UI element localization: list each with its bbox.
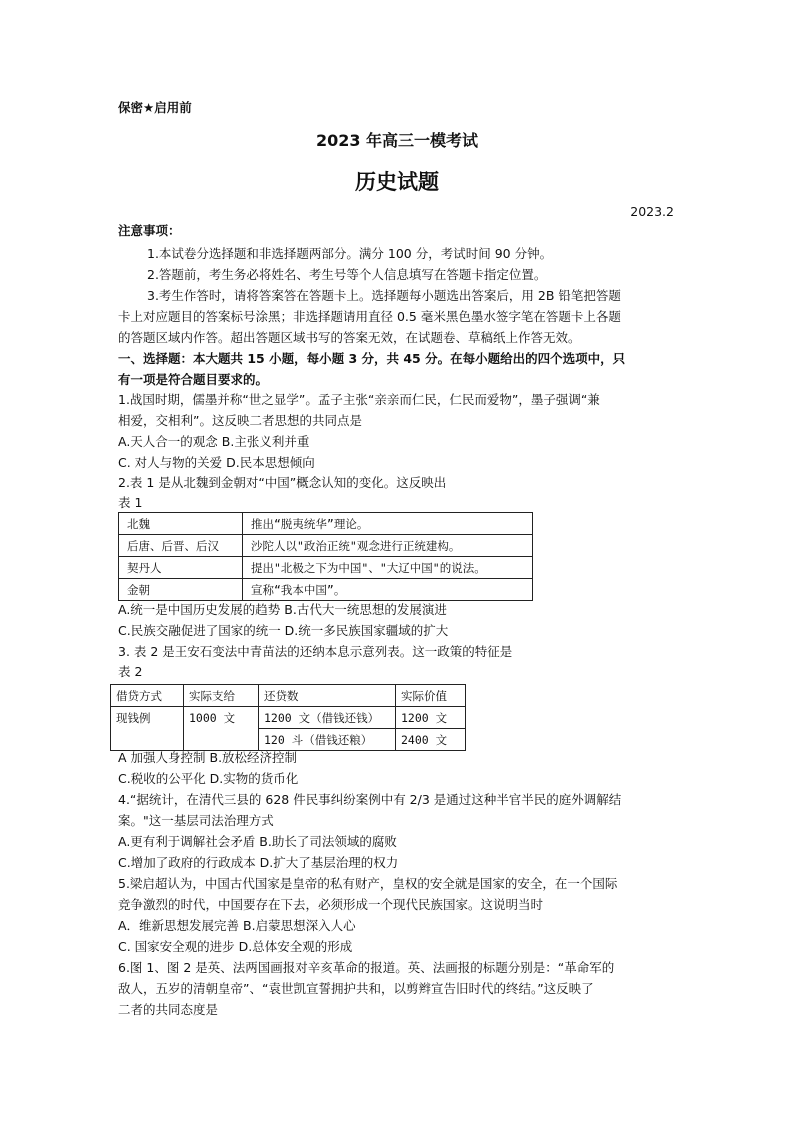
exam-title: 2023 年高三一模考试 xyxy=(315,131,479,150)
table1-label: 表 1 xyxy=(118,495,143,510)
q5-options: C. 国家安全观的进步 D.总体安全观的形成 xyxy=(118,939,353,954)
table-cell: 沙陀人以"政治正统"观念进行正统建构。 xyxy=(243,535,533,557)
q2-stem: 2.表 1 是从北魏到金朝对“中国”概念认知的变化。这反映出 xyxy=(118,475,447,490)
q5-stem: 5.梁启超认为，中国古代国家是皇帝的私有财产，皇权的安全就是国家的安全，在一个国际 xyxy=(118,876,618,891)
notice-item: 3.考生作答时，请将答案答在答题卡上。选择题每小题选出答案后，用 2B 铅笔把答题 xyxy=(147,288,621,303)
table2-label: 表 2 xyxy=(118,664,143,679)
notice-item: 1.本试卷分选择题和非选择题两部分。满分 100 分，考试时间 90 分钟。 xyxy=(147,246,553,261)
table-header-cell: 实际价值 xyxy=(396,685,466,707)
table-cell: 金朝 xyxy=(119,579,243,601)
q6-stem: 6.图 1、图 2 是英、法两国画报对辛亥革命的报道。英、法画报的标题分别是：“革命军的 xyxy=(118,960,615,975)
q4-stem: 4.“据统计，在清代三县的 628 件民事纠纷案例中有 2/3 是通过这种半官半民的庭外调解结 xyxy=(118,792,622,807)
q3-stem: 3. 表 2 是王安石变法中青苗法的还纳本息示意列表。这一政策的特征是 xyxy=(118,644,513,659)
table-cell: 1000 文 xyxy=(184,707,259,751)
table-header-cell: 还贷数 xyxy=(259,685,396,707)
notice-item: 的答题区域内作答。超出答题区域书写的答案无效，在试题卷、草稿纸上作答无效。 xyxy=(118,330,581,345)
table-cell: 1200 文（借钱还钱） xyxy=(259,707,396,729)
table-header-cell: 借贷方式 xyxy=(111,685,184,707)
q1-options: C. 对人与物的关爱 D.民本思想倾向 xyxy=(118,455,315,470)
table-cell: 宣称“我本中国”。 xyxy=(243,579,533,601)
confidential-label: 保密★启用前 xyxy=(118,100,192,115)
q2-options: C.民族交融促进了国家的统一 D.统一多民族国家疆域的扩大 xyxy=(118,623,449,638)
q1-stem: 1.战国时期，儒墨并称“世之显学”。孟子主张“亲亲而仁民，仁民而爱物”，墨子强调“兼 xyxy=(118,392,600,407)
notice-item: 卡上对应题目的答案标号涂黑；非选择题请用直径 0.5 毫米黑色墨水签字笔在答题卡上各题 xyxy=(118,309,621,324)
table-2 xyxy=(110,684,466,751)
q2-options: A.统一是中国历史发展的趋势 B.古代大一统思想的发展演进 xyxy=(118,602,447,617)
subject-title: 历史试题 xyxy=(355,170,439,194)
table-row xyxy=(119,535,533,557)
q6-stem-cont: 敌人，五岁的清朝皇帝”、“袁世凯宣誓拥护共和，以剪辫宣告旧时代的终结。”这反映了 xyxy=(118,981,594,996)
q6-stem-cont: 二者的共同态度是 xyxy=(118,1002,219,1017)
table-cell: 提出"北极之下为中国"、"大辽中国"的说法。 xyxy=(243,557,533,579)
section-heading: 一、选择题：本大题共 15 小题，每小题 3 分，共 45 分。在每小题给出的四个选项中，只 xyxy=(118,351,626,366)
q4-options: A.更有利于调解社会矛盾 B.助长了司法领域的腐败 xyxy=(118,834,397,849)
q1-options: A.天人合一的观念 B.主张义利并重 xyxy=(118,434,310,449)
table-row xyxy=(119,513,533,535)
table-cell: 契丹人 xyxy=(119,557,243,579)
table-cell: 现钱例 xyxy=(111,707,184,751)
q3-options: C.税收的公平化 D.实物的货币化 xyxy=(118,771,299,786)
table-cell: 120 斗（借钱还粮） xyxy=(259,729,396,751)
table-cell: 后唐、后晋、后汉 xyxy=(119,535,243,557)
notice-item: 2.答题前，考生务必将姓名、考生号等个人信息填写在答题卡指定位置。 xyxy=(147,267,547,282)
table-row xyxy=(111,707,466,729)
q1-stem-cont: 相爱，交相利”。这反映二者思想的共同点是 xyxy=(118,413,362,428)
notice-heading: 注意事项： xyxy=(118,223,181,238)
table-cell: 1200 文 xyxy=(396,707,466,729)
table-row xyxy=(119,557,533,579)
q4-stem-cont: 案。"这一基层司法治理方式 xyxy=(118,813,274,828)
q5-stem-cont: 竞争激烈的时代，中国要存在下去，必须形成一个现代民族国家。这说明当时 xyxy=(118,897,544,912)
table-cell: 2400 文 xyxy=(396,729,466,751)
table-header-cell: 实际支给 xyxy=(184,685,259,707)
table-row xyxy=(111,685,466,707)
table-cell: 北魏 xyxy=(119,513,243,535)
section-heading-cont: 有一项是符合题目要求的。 xyxy=(118,372,269,387)
exam-date: 2023.2 xyxy=(630,204,674,219)
q5-options: A．维新思想发展完善 B.启蒙思想深入人心 xyxy=(118,918,356,933)
table-1 xyxy=(118,512,533,601)
table-row xyxy=(119,579,533,601)
q4-options: C.增加了政府的行政成本 D.扩大了基层治理的权力 xyxy=(118,855,399,870)
table-cell: 推出“脱夷统华”理论。 xyxy=(243,513,533,535)
q3-options: A 加强人身控制 B.放松经济控制 xyxy=(118,750,298,765)
